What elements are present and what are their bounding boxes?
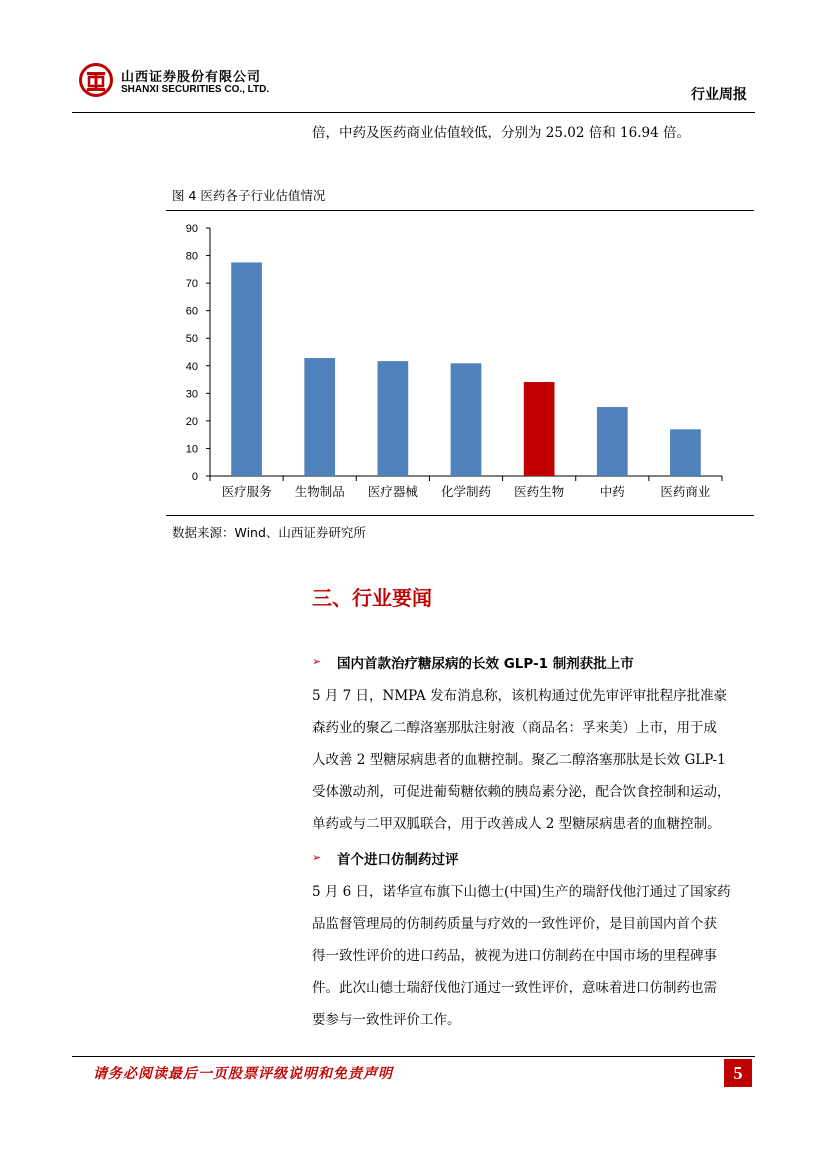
- figure-bottom-rule: [166, 515, 754, 516]
- y-tick-label: 30: [185, 388, 198, 401]
- x-tick-label: 医药商业: [660, 484, 711, 499]
- x-tick-label: 医疗服务: [221, 484, 272, 499]
- y-tick-label: 20: [185, 415, 198, 428]
- lead-paragraph: 倍，中药及医药商业估值较低，分别为 25.02 倍和 16.94 倍。: [312, 125, 690, 141]
- bar-6: [597, 407, 628, 476]
- footer-divider: [72, 1056, 755, 1057]
- paragraph-line: 件。此次山德士瑞舒伐他汀通过一致性评价，意味着进口仿制药也需: [312, 980, 717, 996]
- x-tick-label: 化学制药: [440, 484, 492, 499]
- paragraph-line: 5 月 7 日，NMPA 发布消息称，该机构通过优先审评审批程序批准豪: [312, 688, 728, 704]
- y-tick-label: 80: [185, 250, 198, 263]
- figure-source-note: 数据来源：Wind、山西证券研究所: [172, 525, 366, 540]
- paragraph-line: 人改善 2 型糖尿病患者的血糖控制。聚乙二醇洛塞那肽是长效 GLP-1: [312, 752, 726, 768]
- news-paragraph: [312, 876, 754, 1036]
- bar-3: [377, 361, 408, 476]
- news-paragraph: [312, 680, 754, 840]
- header-divider: [72, 112, 755, 113]
- page-number: 5: [724, 1059, 752, 1087]
- report-type: 行业周报: [691, 87, 747, 103]
- company-name-en: SHANXI SECURITIES CO., LTD.: [121, 84, 270, 95]
- company-name-cn: 山西证券股份有限公司: [121, 70, 262, 85]
- paragraph-line: 森药业的聚乙二醇洛塞那肽注射液（商品名：孚来美）上市，用于成: [312, 720, 717, 736]
- x-tick-label: 中药: [599, 484, 625, 499]
- news-headline: 首个进口仿制药过评: [337, 852, 459, 868]
- x-tick-label: 医疗器械: [367, 484, 418, 499]
- bar-5: [524, 382, 555, 476]
- x-tick-label: 生物制品: [294, 484, 345, 499]
- figure-top-rule: [166, 210, 754, 211]
- paragraph-line: 要参与一致性评价工作。: [312, 1012, 461, 1028]
- paragraph-line: 5 月 6 日，诺华宣布旗下山德士(中国)生产的瑞舒伐他汀通过了国家药: [312, 884, 731, 900]
- y-tick-label: 40: [185, 360, 198, 373]
- y-tick-label: 10: [185, 443, 198, 456]
- company-logo-icon: [78, 62, 114, 98]
- bullet-arrow-icon: ➢: [312, 851, 322, 864]
- paragraph-line: 受体激动剂，可促进葡萄糖依赖的胰岛素分泌，配合饮食控制和运动，: [312, 784, 731, 800]
- y-tick-label: 0: [191, 471, 198, 483]
- paragraph-line: 得一致性评价的进口药品，被视为进口仿制药在中国市场的里程碑事: [312, 948, 717, 964]
- valuation-bar-chart: [166, 214, 754, 512]
- x-tick-label: 医药生物: [514, 484, 565, 499]
- y-tick-label: 70: [185, 278, 198, 291]
- news-headline: 国内首款治疗糖尿病的长效 GLP-1 制剂获批上市: [337, 656, 634, 672]
- paragraph-line: 品监督管理局的仿制药质量与疗效的一致性评价，是目前国内首个获: [312, 916, 717, 932]
- figure-title: 图 4 医药各子行业估值情况: [172, 188, 326, 203]
- section-title: 三、行业要闻: [312, 586, 432, 610]
- bullet-arrow-icon: ➢: [312, 655, 322, 668]
- bar-4: [451, 363, 482, 476]
- paragraph-line: 单药或与二甲双胍联合，用于改善成人 2 型糖尿病患者的血糖控制。: [312, 816, 721, 832]
- y-tick-label: 60: [185, 305, 198, 318]
- y-tick-label: 50: [185, 333, 198, 346]
- bar-2: [304, 358, 335, 476]
- bar-1: [231, 262, 262, 476]
- y-tick-label: 90: [185, 223, 198, 235]
- disclaimer-link[interactable]: 请务必阅读最后一页股票评级说明和免责声明: [93, 1066, 393, 1082]
- bar-7: [670, 429, 701, 476]
